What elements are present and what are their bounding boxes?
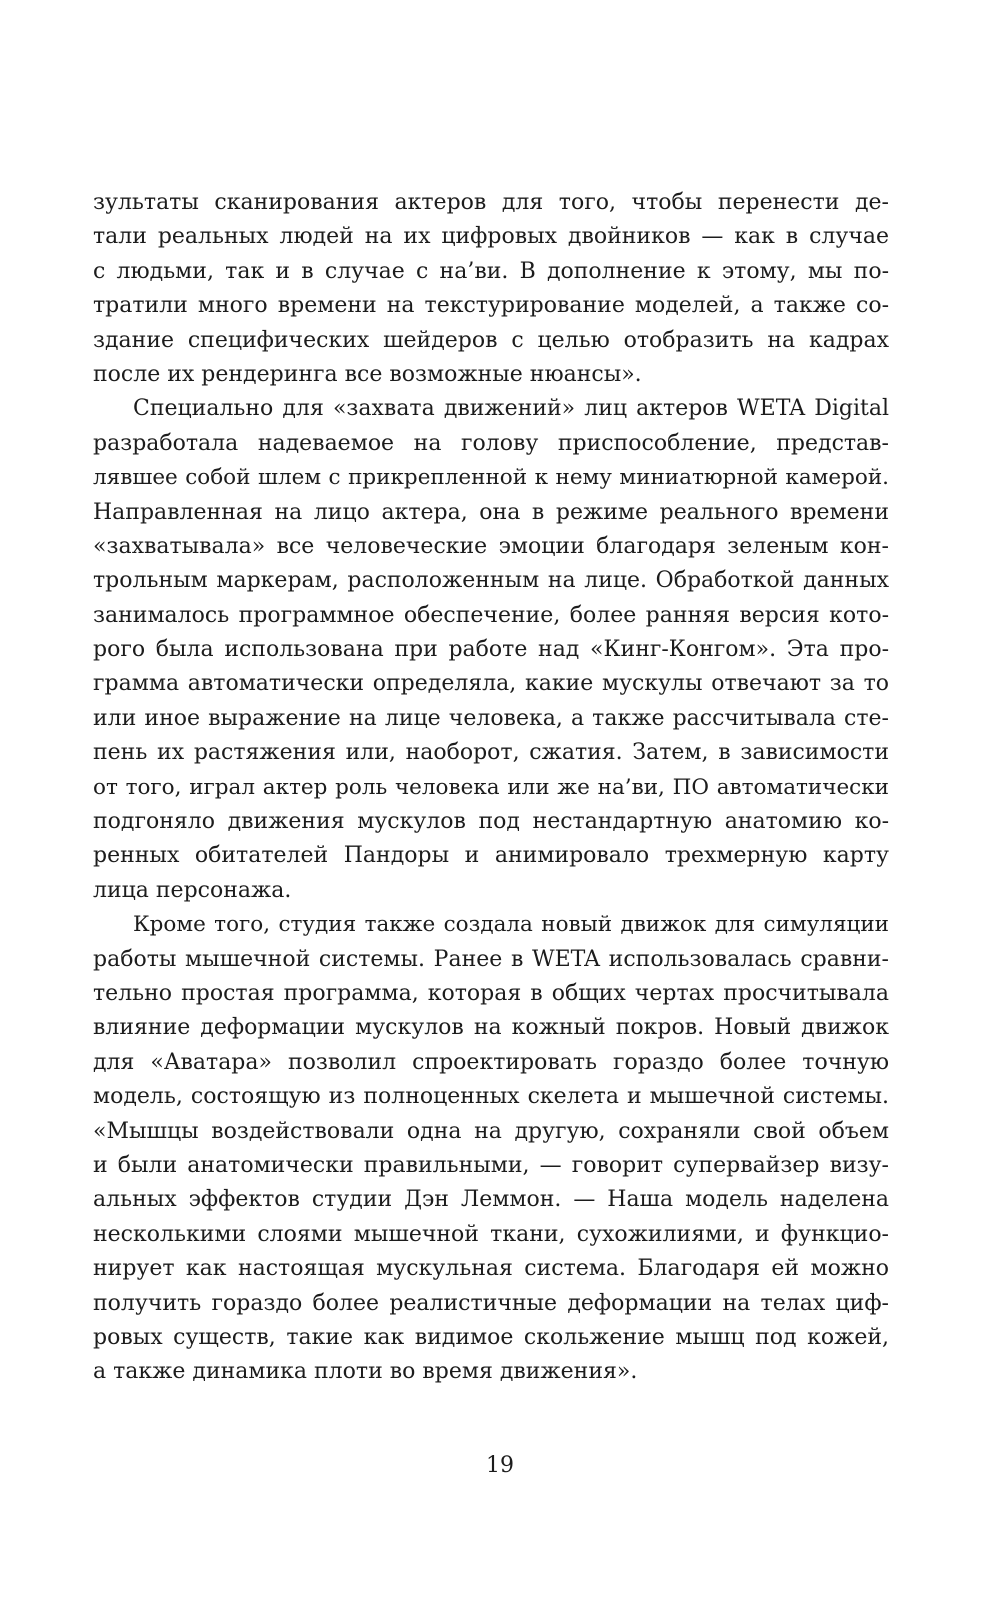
text-line: Кроме того, студия также создала новый движок для симуляции: [133, 912, 889, 938]
text-line: альных эффектов студии Дэн Леммон. — Наша модель наделена: [93, 1187, 889, 1213]
text-line: лявшее собой шлем с прикрепленной к нему миниатюрной камерой.: [93, 465, 889, 491]
text-line: «Мышцы воздействовали одна на другую, сохраняли свой объем: [93, 1118, 889, 1144]
text-line: или иное выражение на лице человека, а также рассчитывала сте-: [93, 705, 889, 731]
text-line: получить гораздо более реалистичные деформации на телах циф-: [93, 1290, 889, 1316]
text-line: тали реальных людей на их цифровых двойников — как в случае: [93, 224, 889, 250]
page-number: 19: [486, 1453, 514, 1478]
text-line: от того, играл актер роль человека или же на’ви, ПО автоматически: [93, 774, 889, 800]
text-line: несколькими слоями мышечной ткани, сухожилиями, и функцио-: [93, 1221, 889, 1247]
text-line: трольным маркерам, расположенным на лице. Обработкой данных: [93, 568, 889, 594]
text-line: грамма автоматически определяла, какие мускулы отвечают за то: [93, 671, 889, 697]
text-line: с людьми, так и в случае с на’ви. В дополнение к этому, мы по-: [93, 258, 889, 284]
text-line: подгоняло движения мускулов под нестандартную анатомию ко-: [93, 809, 889, 835]
text-line: зультаты сканирования актеров для того, чтобы перенести де-: [93, 190, 889, 215]
text-line: занималось программное обеспечение, более ранняя версия кото-: [93, 602, 889, 628]
text-line: Специально для «захвата движений» лиц актеров WETA Digital: [133, 396, 889, 422]
paragraph-2: [93, 392, 889, 908]
text-line: разработала надеваемое на голову приспособление, представ-: [93, 430, 889, 456]
text-line: «захватывала» все человеческие эмоции благодаря зеленым кон-: [93, 533, 889, 559]
text-line: а также динамика плоти во время движения».: [93, 1359, 638, 1385]
text-line: после их рендеринга все возможные нюансы».: [93, 361, 642, 387]
text-line: Направленная на лицо актера, она в режиме реального времени: [93, 499, 889, 525]
text-line: модель, состоящую из полноценных скелета и мышечной системы.: [93, 1084, 889, 1110]
text-line: для «Аватара» позволил спроектировать гораздо более точную: [93, 1049, 889, 1075]
text-line: ровых существ, такие как видимое скольжение мышц под кожей,: [93, 1324, 889, 1350]
paragraph-1: [93, 186, 889, 392]
text-line: лица персонажа.: [93, 877, 292, 903]
body-text: [93, 186, 889, 1390]
paragraph-3: [93, 908, 889, 1389]
text-line: ренных обитателей Пандоры и анимировало трехмерную карту: [93, 843, 889, 869]
text-line: нирует как настоящая мускульная система. Благодаря ей можно: [93, 1256, 889, 1282]
text-line: влияние деформации мускулов на кожный покров. Новый движок: [93, 1015, 889, 1041]
text-line: рого была использована при работе над «Кинг-Конгом». Эта про-: [93, 637, 889, 663]
text-line: тратили много времени на текстурирование моделей, а также со-: [93, 293, 889, 319]
text-line: здание специфических шейдеров с целью отобразить на кадрах: [93, 327, 889, 353]
text-line: работы мышечной системы. Ранее в WETA использовалась сравни-: [93, 946, 889, 972]
text-line: и были анатомически правильными, — говорит супервайзер визу-: [93, 1152, 889, 1178]
text-line: тельно простая программа, которая в общих чертах просчитывала: [93, 980, 889, 1006]
text-line: пень их растяжения или, наоборот, сжатия. Затем, в зависимости: [93, 740, 889, 766]
